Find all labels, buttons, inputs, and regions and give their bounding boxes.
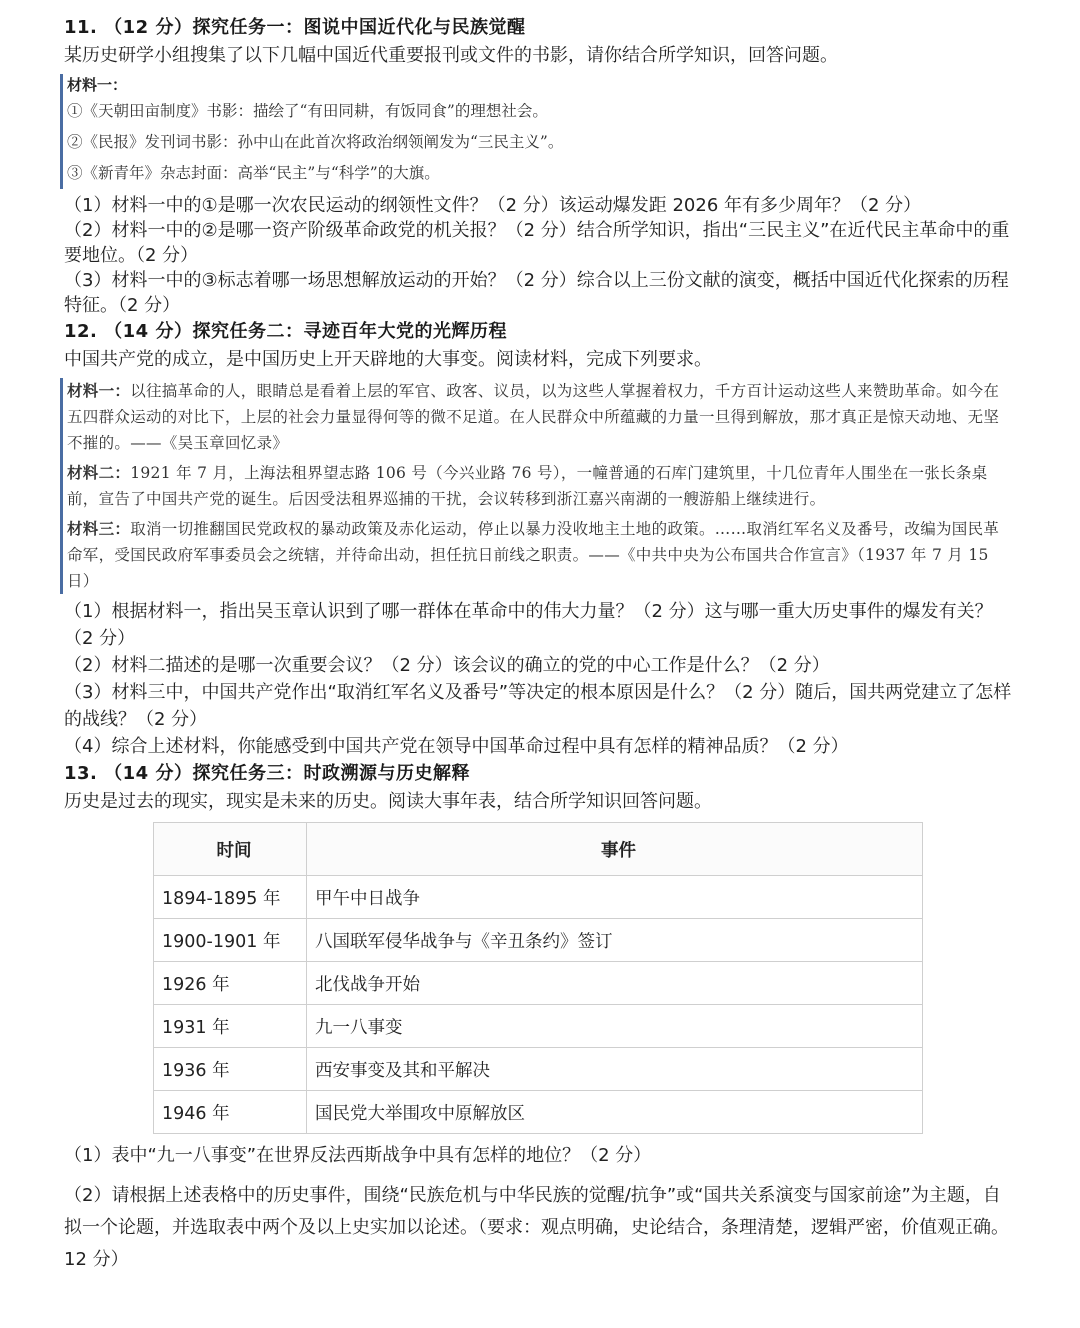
table-cell-event: 国民党大举围攻中原解放区 xyxy=(307,1091,923,1134)
q12-question-1: （1）根据材料一，指出吴玉章认识到了哪一群体在革命中的伟大力量？（2 分）这与哪一重大历史事件的爆发有关？（2 分） xyxy=(64,601,993,649)
material-label: 材料一： xyxy=(67,381,131,400)
material-text: 1921 年 7 月，上海法租界望志路 106 号（今兴业路 76 号），一幢普通的石库门建筑里，十几位青年人围坐在一张长条桌前，宣告了中国共产党的诞生。后因受法租界巡捕的干扰，会议转移到浙江嘉兴南湖的一艘游船上继续进行。 xyxy=(67,464,988,508)
table-cell-time: 1931 年 xyxy=(154,1005,307,1048)
material-label: 材料三： xyxy=(67,519,131,538)
q11-material-block xyxy=(60,74,1014,189)
table-row xyxy=(154,876,923,919)
q12-intro: 中国共产党的成立，是中国历史上开天辟地的大事变。阅读材料，完成下列要求。 xyxy=(64,349,712,370)
table-cell-time: 1894-1895 年 xyxy=(154,876,307,919)
q11-question-2: （2）材料一中的②是哪一资产阶级革命政党的机关报？（2 分）结合所学知识，指出“三民主义”在近代民主革命中的重要地位。（2 分） xyxy=(64,220,1010,266)
table-cell-time: 1936 年 xyxy=(154,1048,307,1091)
q11-question-1: （1）材料一中的①是哪一次农民运动的纲领性文件？（2 分）该运动爆发距 2026 年有多少周年？（2 分） xyxy=(64,195,922,216)
exam-page xyxy=(64,14,1014,1276)
q12-material-2 xyxy=(67,460,1014,512)
q11-material-item: ②《民报》发刊词书影：孙中山在此首次将政治纲领阐发为“三民主义”。 xyxy=(67,133,564,151)
q11-intro: 某历史研学小组搜集了以下几幅中国近代重要报刊或文件的书影，请你结合所学知识，回答问题。 xyxy=(64,45,838,66)
material-text: 以往搞革命的人，眼睛总是看着上层的军官、政客、议员，以为这些人掌握着权力，千方百计运动这些人来赞助革命。如今在五四群众运动的对比下，上层的社会力量显得何等的微不足道。在人民群众中所蕴藏的力量一旦得到解放，那才真正是惊天动地、无坚不摧的。——《吴玉章回忆录》 xyxy=(67,382,1000,452)
table-cell-event: 八国联军侵华战争与《辛丑条约》签订 xyxy=(307,919,923,962)
q13-intro: 历史是过去的现实，现实是未来的历史。阅读大事年表，结合所学知识回答问题。 xyxy=(64,791,712,812)
q11-question-3: （3）材料一中的③标志着哪一场思想解放运动的开始？（2 分）综合以上三份文献的演变，概括中国近代化探索的历程特征。（2 分） xyxy=(64,270,1009,316)
material-label: 材料二： xyxy=(67,463,131,482)
q11-title: 11. （12 分）探究任务一：图说中国近代化与民族觉醒 xyxy=(64,17,526,38)
q12-material-1 xyxy=(67,378,1014,456)
table-cell-time: 1946 年 xyxy=(154,1091,307,1134)
table-row xyxy=(154,1048,923,1091)
table-row xyxy=(154,962,923,1005)
q12-material-3 xyxy=(67,516,1014,594)
q12-question-4: （4）综合上述材料，你能感受到中国共产党在领导中国革命过程中具有怎样的精神品质？（2 分） xyxy=(64,736,849,757)
table-row xyxy=(154,1005,923,1048)
table-cell-event: 西安事变及其和平解决 xyxy=(307,1048,923,1091)
q11-material-item: ①《天朝田亩制度》书影：描绘了“有田同耕，有饭同食”的理想社会。 xyxy=(67,102,548,120)
table-cell-event: 九一八事变 xyxy=(307,1005,923,1048)
table-cell-event: 北伐战争开始 xyxy=(307,962,923,1005)
table-cell-event: 甲午中日战争 xyxy=(307,876,923,919)
events-table xyxy=(153,822,923,1134)
q13-question-1: （1）表中“九一八事变”在世界反法西斯战争中具有怎样的地位？（2 分） xyxy=(64,1145,652,1166)
table-header-time: 时间 xyxy=(154,823,307,876)
table-header-event: 事件 xyxy=(307,823,923,876)
q12-question-3: （3）材料三中，中国共产党作出“取消红军名义及番号”等决定的根本原因是什么？（2 分）随后，国共两党建立了怎样的战线？（2 分） xyxy=(64,682,1012,730)
table-row xyxy=(154,1091,923,1134)
q11-material-item: ③《新青年》杂志封面：高举“民主”与“科学”的大旗。 xyxy=(67,164,440,182)
q12-question-2: （2）材料二描述的是哪一次重要会议？（2 分）该会议的确立的党的中心工作是什么？（2 分） xyxy=(64,655,830,676)
table-cell-time: 1926 年 xyxy=(154,962,307,1005)
q13-title: 13. （14 分）探究任务三：时政溯源与历史解释 xyxy=(64,763,470,784)
table-cell-time: 1900-1901 年 xyxy=(154,919,307,962)
table-header-row xyxy=(154,823,923,876)
q11-material-label: 材料一： xyxy=(67,76,128,94)
material-text: 取消一切推翻国民党政权的暴动政策及赤化运动，停止以暴力没收地主土地的政策。……取消红军名义及番号，改编为国民革命军，受国民政府军事委员会之统辖，并待命出动，担任抗日前线之职责。——《中共中央为公布国共合作宣言》（1937 年 7 月 15 日） xyxy=(67,520,1000,590)
q13-question-2: （2）请根据上述表格中的历史事件，围绕“民族危机与中华民族的觉醒/抗争”或“国共关系演变与国家前途”为主题，自拟一个论题，并选取表中两个及以上史实加以论述。（要求：观点明确，史论结合，条理清楚，逻辑严密，价值观正确。12 分） xyxy=(64,1185,1009,1270)
q12-title: 12. （14 分）探究任务二：寻迹百年大党的光辉历程 xyxy=(64,321,507,342)
q12-material-block xyxy=(60,378,1014,594)
table-row xyxy=(154,919,923,962)
